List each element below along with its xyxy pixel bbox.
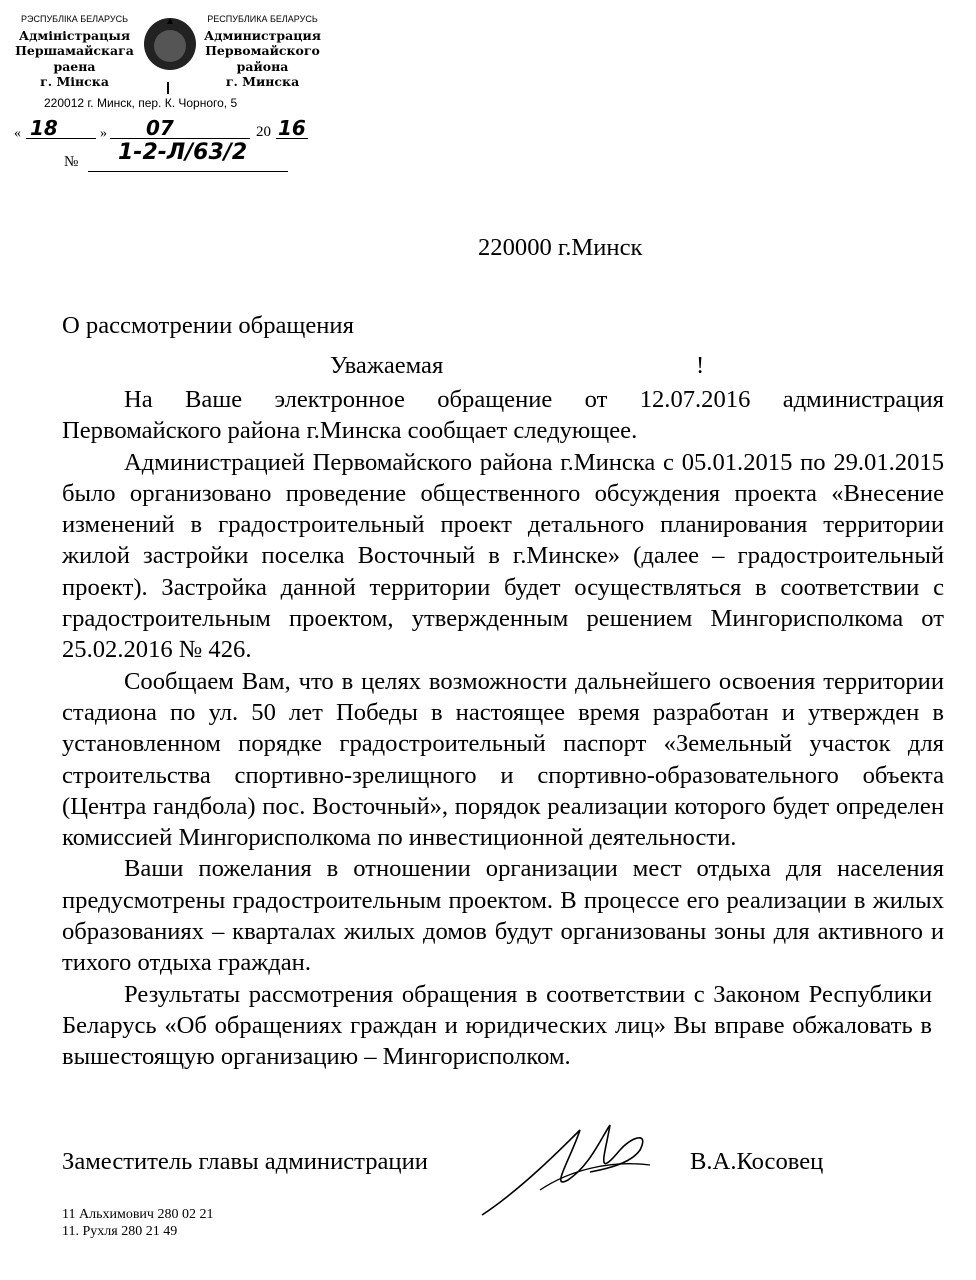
doc-number: 1-2-Л/63/2: [118, 140, 248, 165]
executor-line: 11 Альхимович 280 02 21: [62, 1207, 214, 1222]
paragraph: Администрацией Первомайского района г.Минска с 05.01.2015 по 29.01.2015 было организовано проведение общественного обсуждения проекта «Внесение изменений в градостроительный проект детального планирования территории жилой застройки поселка Восточный в г.Минске» (далее – градостроительный проект). Застройка данной территории будет осуществляться в соответствии с градостроительным проектом, утвержденным решением Мингорисполкома от 25.02.2016 № 426.: [62, 448, 944, 664]
org-line: раена: [53, 58, 96, 74]
org-line: Администрация: [204, 27, 321, 43]
salutation: Уважаемая: [330, 352, 444, 379]
org-line: Первомайского: [205, 43, 320, 58]
number-label: №: [64, 154, 79, 170]
subject: О рассмотрении обращения: [62, 312, 354, 339]
country-by: РЭСПУБЛІКА БЕЛАРУСЬ: [21, 14, 128, 24]
letterhead-right: [200, 12, 325, 90]
date-year-prefix: 20: [256, 124, 271, 140]
date-day: 18: [30, 116, 58, 140]
number-row: [64, 140, 314, 174]
org-line: г. Минска: [225, 74, 300, 89]
country-ru: РЕСПУБЛИКА БЕЛАРУСЬ: [207, 14, 318, 24]
letter-body: [62, 384, 944, 1073]
org-line: Першамайскага: [15, 43, 134, 58]
signatory-name: В.А.Косовец: [690, 1148, 824, 1175]
org-line: района: [236, 58, 289, 74]
letterhead-left: [12, 12, 137, 90]
date-row: « 18 » 07 20 16: [14, 116, 314, 140]
salutation-end: !: [696, 352, 705, 379]
paragraph: Результаты рассмотрения обращения в соответствии с Законом Республики Беларусь «Об обращениях граждан и юридических лиц» Вы вправе обжаловать в вышестоящую организацию – Мингорисполком.: [62, 980, 932, 1071]
date-year: 16: [278, 116, 306, 140]
org-line: г. Мінска: [40, 74, 109, 89]
handwritten-signature: [480, 1110, 660, 1220]
date-month: 07: [146, 116, 174, 140]
paragraph: Сообщаем Вам, что в целях возможности дальнейшего освоения территории стадиона по ул. 50 лет Победы в настоящее время разработан и утвержден в установленном порядке градостроительный паспорт «Земельный участок для строительства спортивно-зрелищного и спортивно-образовательного объекта (Центра гандбола) пос. Восточный», порядок реализации которого будет определен комиссией Мингорисполкома по инвестиционной деятельности.: [62, 667, 944, 852]
executors: [62, 1206, 213, 1240]
org-address: 220012 г. Минск, пер. К. Чорного, 5: [44, 96, 238, 110]
paragraph: Ваши пожелания в отношении организации мест отдыха для населения предусмотрены градостроительным проектом. В процессе его реализации в жилых образованиях – кварталах жилых домов будут организованы зоны для активного и тихого отдыха граждан.: [62, 855, 944, 977]
state-emblem-icon: [140, 14, 200, 76]
org-line: Адміністрацыя: [18, 27, 131, 43]
signatory-position: Заместитель главы администрации: [62, 1148, 428, 1175]
executor-line: 11. Рухля 280 21 49: [62, 1224, 178, 1239]
recipient-city: 220000 г.Минск: [478, 234, 643, 261]
paragraph: На Ваше электронное обращение от 12.07.2016 администрация Первомайского района г.Минска сообщает следующее.: [62, 386, 944, 445]
emblem-stem: [167, 82, 169, 94]
